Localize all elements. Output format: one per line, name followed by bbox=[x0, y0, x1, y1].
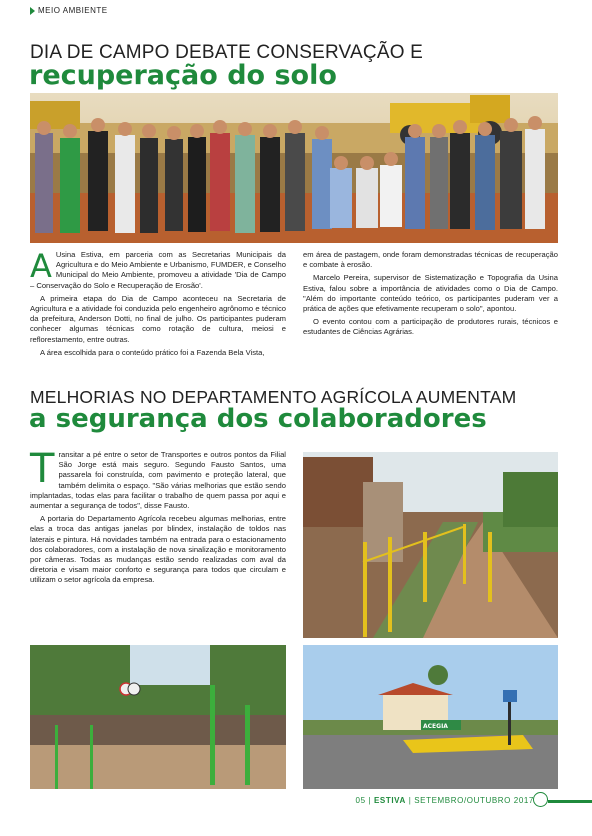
footer-brand: ESTIVA bbox=[374, 796, 406, 805]
article2-headline: a segurança dos colaboradores bbox=[29, 404, 487, 434]
bike-parking-photo bbox=[30, 645, 286, 789]
article2-dropcap: T bbox=[30, 446, 55, 492]
article1-paragraph: Marcelo Pereira, supervisor de Sistematização e Topografia da Usina Estiva, falou sobre a importância de atividades como o Dia de Campo. "Além do importante conteúdo teórico, os participantes puderam ver a prática de ações que efetivamente recuperam o solo", apontou. bbox=[303, 273, 558, 314]
article2-paragraph: ransitar a pé entre o setor de Transportes e outros pontos da Filial São Jorge está mais seguro. Segundo Fausto Santos, uma passarela foi construída, com pavimento e proteção lateral, que também delimita o espaço. "São várias melhorias que estão sendo implantadas, todas elas para facilitar o trabalho de quem passa por aqui e aumentar a segurança de todos", disse Fausto. bbox=[30, 450, 286, 511]
article1-paragraph: Usina Estiva, em parceria com as Secretarias Municipais da Agricultura e do Meio Ambiente e Urbanismo, FUMDER, e Conselho Municipal do Meio Ambiente, promoveu a atividade 'Dia de Campo – Conservação do Solo e Recuperação de Erosão'. bbox=[30, 250, 286, 290]
article1-kicker: DIA DE CAMPO DEBATE CONSERVAÇÃO E bbox=[30, 42, 424, 63]
article2-kicker: MELHORIAS NO DEPARTAMENTO AGRÍCOLA AUMENTAM bbox=[30, 387, 517, 407]
article1-dropcap: A bbox=[30, 247, 52, 285]
page-number: 05 bbox=[355, 796, 366, 805]
group-photo bbox=[30, 93, 558, 243]
section-tag bbox=[30, 6, 108, 15]
section-marker-icon bbox=[30, 7, 35, 15]
estiva-logo-icon bbox=[533, 792, 548, 807]
article2-paragraph: A portaria do Departamento Agrícola recebeu algumas melhorias, entre elas a troca das antigas janelas por blindex, instalação de toldos nas laterais e pintura. Há novidades também na entrada para o estacionamento dos colaboradores, com a instalação de nova sinalização e monitoramento por câmeras. Todas as mudanças estão sendo realizadas com aval da diretoria e visam maior conforto e segurança para todos que circulam e utilizam o setor agrícola da empresa. bbox=[30, 514, 286, 585]
article1-paragraph: O evento contou com a participação de produtores rurais, técnicos e estudantes de Ciências Agrárias. bbox=[303, 317, 558, 337]
gate-sign-text: ACEGIA bbox=[423, 723, 448, 730]
article1-column1 bbox=[30, 247, 286, 361]
article1-column2 bbox=[303, 250, 558, 341]
gate-photo bbox=[303, 645, 558, 789]
footer-text: 05 | ESTIVA | SETEMBRO/OUTUBRO 2017 bbox=[355, 796, 534, 805]
article1-paragraph: em área de pastagem, onde foram demonstradas técnicas de recuperação e combate à erosão. bbox=[303, 250, 558, 270]
article1-paragraph: A primeira etapa do Dia de Campo aconteceu na Secretaria de Agricultura e a atividade foi conduzida pelo engenheiro agrônomo e técnico da prefeitura, Anderson Dotti, no final de julho. Os participantes puderam conhecer algumas técnicas como rotação de cultura, meiosi e reflorestamento, entre outras. bbox=[30, 293, 286, 344]
article1-paragraph: A área escolhida para o conteúdo prático foi a Fazenda Bela Vista, bbox=[40, 347, 265, 357]
walkway-photo bbox=[303, 452, 558, 638]
article1-headline: recuperação do solo bbox=[29, 60, 337, 91]
footer-issue: SETEMBRO/OUTUBRO 2017 bbox=[414, 796, 534, 805]
footer bbox=[0, 792, 592, 812]
footer-divider bbox=[548, 800, 592, 803]
article2-body bbox=[30, 446, 286, 589]
section-label: MEIO AMBIENTE bbox=[38, 6, 108, 15]
